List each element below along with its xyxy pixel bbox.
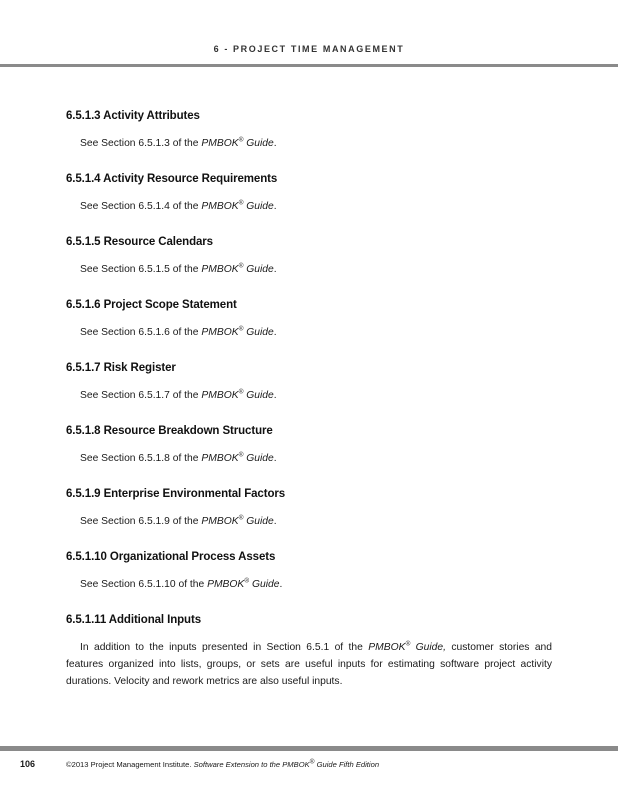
- section-text: See Section 6.5.1.9 of the PMBOK® Guide.: [80, 514, 277, 527]
- header-rule: [0, 64, 618, 67]
- section-6-5-1-9: [66, 486, 552, 529]
- section-text: See Section 6.5.1.3 of the PMBOK® Guide.: [80, 136, 277, 149]
- section-text: See Section 6.5.1.4 of the PMBOK® Guide.: [80, 199, 277, 212]
- page-content: [66, 108, 552, 710]
- section-6-5-1-4: [66, 171, 552, 214]
- section-6-5-1-7: [66, 360, 552, 403]
- section-heading: 6.5.1.10 Organizational Process Assets: [66, 551, 276, 563]
- section-6-5-1-8: [66, 423, 552, 466]
- running-head: 6 - PROJECT TIME MANAGEMENT: [213, 44, 405, 54]
- book-title: Software Extension to the PMBOK® Guide Fifth Edition: [193, 758, 380, 769]
- additional-inputs-paragraph: In addition to the inputs presented in Section 6.5.1 of the PMBOK® Guide, customer stories and features organized into lists, groups, or sets are useful inputs for estimating software project activity durations. Velocity and rework metrics are also useful inputs.: [66, 640, 553, 687]
- section-heading: 6.5.1.6 Project Scope Statement: [66, 299, 237, 311]
- section-heading: 6.5.1.9 Enterprise Environmental Factors: [66, 488, 286, 500]
- footer-rule: [0, 746, 618, 751]
- section-text: See Section 6.5.1.8 of the PMBOK® Guide.: [80, 451, 277, 464]
- footer-copyright: ©2013 Project Management Institute. Software Extension to the PMBOK® Guide Fifth Edition: [66, 758, 380, 769]
- section-heading: 6.5.1.4 Activity Resource Requirements: [66, 173, 278, 185]
- section-6-5-1-11: [66, 612, 552, 690]
- section-heading: 6.5.1.3 Activity Attributes: [66, 110, 200, 122]
- section-6-5-1-3: [66, 108, 552, 151]
- section-heading: 6.5.1.8 Resource Breakdown Structure: [66, 425, 273, 437]
- section-heading: 6.5.1.11 Additional Inputs: [66, 614, 202, 626]
- section-text: See Section 6.5.1.10 of the PMBOK® Guide.: [80, 577, 283, 590]
- section-heading: 6.5.1.7 Risk Register: [66, 362, 176, 374]
- section-6-5-1-5: [66, 234, 552, 277]
- section-text: See Section 6.5.1.5 of the PMBOK® Guide.: [80, 262, 277, 275]
- page-number: 106: [20, 759, 36, 769]
- section-text: See Section 6.5.1.7 of the PMBOK® Guide.: [80, 388, 277, 401]
- section-text: See Section 6.5.1.6 of the PMBOK® Guide.: [80, 325, 277, 338]
- section-6-5-1-6: [66, 297, 552, 340]
- section-heading: 6.5.1.5 Resource Calendars: [66, 236, 213, 248]
- section-6-5-1-10: [66, 549, 552, 592]
